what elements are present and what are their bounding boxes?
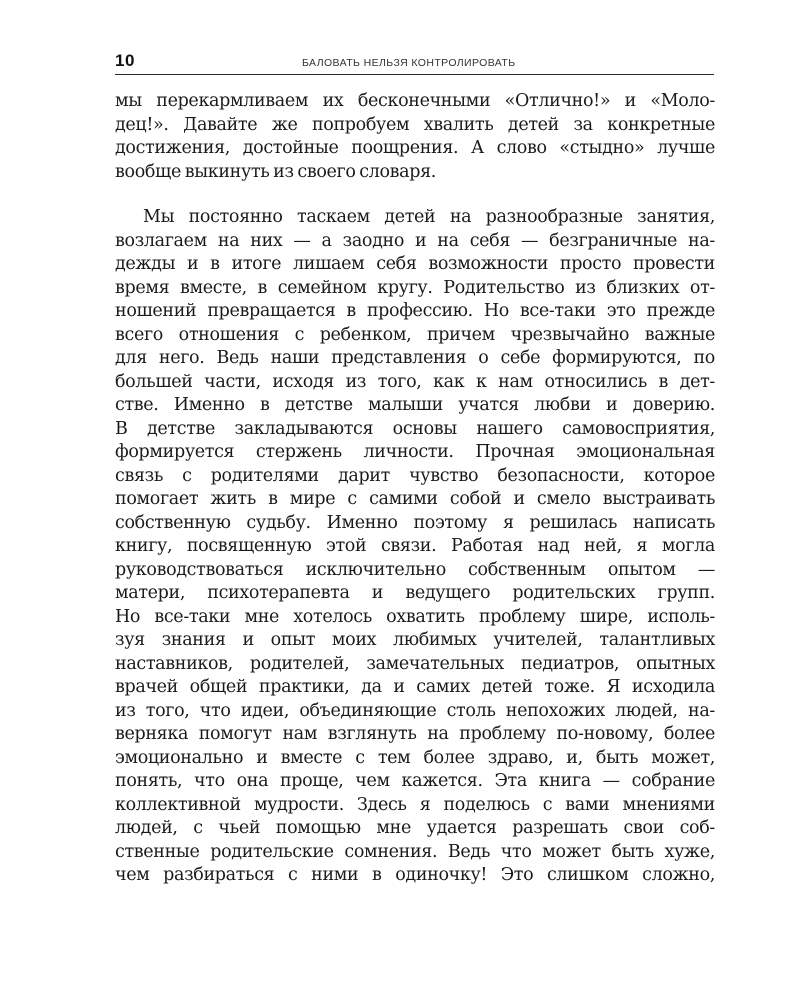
text-line: зуя знания и опыт моих любимых учителей, талантливых — [115, 630, 715, 650]
text-line: коллективной мудрости. Здесь я поделюсь с вами мнениями — [115, 794, 715, 815]
text-line: формируется стержень личности. Прочная эмоциональная — [115, 442, 715, 462]
text-line: людей, с чьей помощью мне удается разрешать свои соб- — [115, 818, 715, 838]
text-line: Мы постоянно таскаем детей на разнообразные занятия, — [143, 207, 715, 227]
text-line: всего отношения с ребенком, причем чрезвычайно важные — [115, 324, 715, 345]
text-line: верняка помогут нам взглянуть на проблему по-новому, более — [115, 724, 715, 744]
text-line: собственную судьбу. Именно поэтому я решилась написать — [115, 512, 715, 533]
page-number: 10 — [115, 51, 135, 70]
text-line: достижения, достойные поощрения. А слово «стыдно» лучше — [115, 138, 715, 158]
paragraph-2 — [115, 206, 715, 888]
text-line: ственные родительские сомнения. Ведь что может быть хуже, — [115, 841, 715, 862]
text-line: дец!». Давайте же попробуем хвалить детей за конкретные — [115, 114, 715, 135]
text-line: мы перекармливаем их бесконечными «Отлично!» и «Моло- — [115, 91, 715, 111]
text-line: понять, что она проще, чем кажется. Эта книга — собрание — [115, 771, 715, 791]
text-line: наставников, родителей, замечательных педиатров, опытных — [115, 653, 715, 674]
text-line: матери, психотерапевта и ведущего родительских групп. — [115, 583, 715, 603]
text-line: В детстве закладываются основы нашего самовосприятия, — [115, 418, 715, 439]
paragraph-1 — [115, 90, 715, 184]
text-line: ношений превращается в профессию. Но все-таки это прежде — [115, 301, 715, 321]
text-line: Но все-таки мне хотелось охватить проблему шире, исполь- — [115, 606, 715, 627]
text-line: вообще выкинуть из своего словаря. — [115, 161, 436, 182]
text-line: книгу, посвященную этой связи. Работая над ней, я могла — [115, 536, 715, 556]
text-line: большей части, исходя из того, как к нам относились в дет- — [115, 371, 715, 392]
text-line: помогает жить в мире с самими собой и смело выстраивать — [115, 489, 715, 509]
text-line: для него. Ведь наши представления о себе формируются, по — [115, 348, 715, 368]
body-text — [115, 90, 715, 888]
text-line: время вместе, в семейном кругу. Родительство из близких от- — [115, 277, 715, 298]
text-line: руководствоваться исключительно собственным опытом — — [115, 559, 715, 580]
text-line: эмоционально и вместе с тем более здраво, и, быть может, — [115, 747, 715, 768]
text-line: стве. Именно в детстве малыши учатся любви и доверию. — [115, 395, 715, 415]
text-line: связь с родителями дарит чувство безопасности, которое — [115, 465, 715, 486]
text-line: дежды и в итоге лишаем себя возможности просто провести — [115, 254, 715, 274]
running-header — [115, 50, 714, 75]
text-line: врачей общей практики, да и самих детей тоже. Я исходила — [115, 677, 715, 697]
text-line: из того, что идеи, объединяющие столь непохожих людей, на- — [115, 700, 715, 721]
paragraph-gap — [115, 184, 715, 206]
book-title: БАЛОВАТЬ НЕЛЬЗЯ КОНТРОЛИРОВАТЬ — [302, 57, 516, 69]
text-line: возлагаем на них — а заодно и на себя — безграничные на- — [115, 230, 715, 251]
text-line: чем разбираться с ними в одиночку! Это слишком сложно, — [115, 865, 715, 885]
